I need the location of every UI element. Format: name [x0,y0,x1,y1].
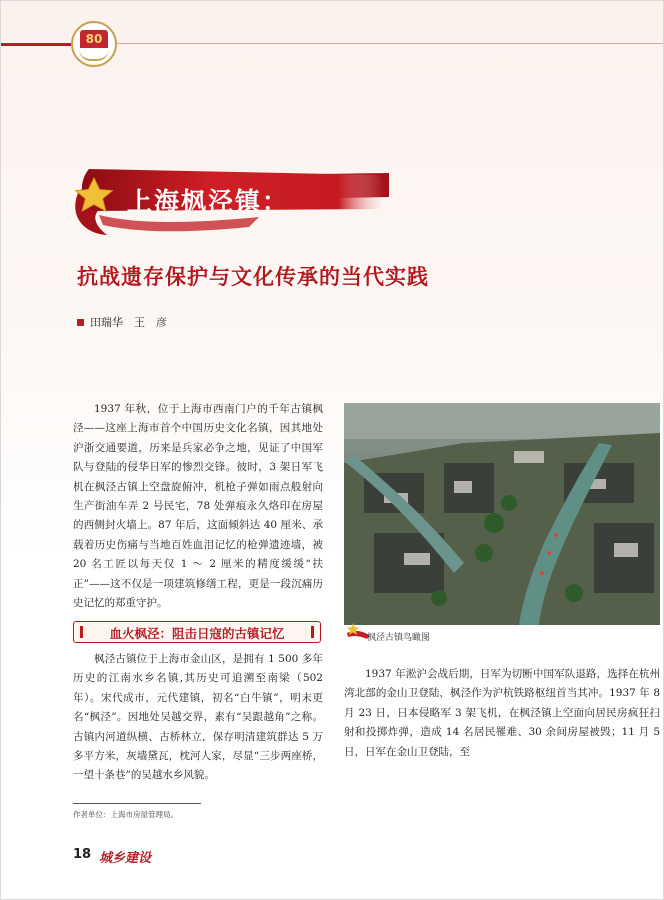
logo-number: 80 [85,32,103,46]
article-title: 抗战遗存保护与文化传承的当代实践 [77,264,429,289]
intro-paragraph [73,400,323,613]
header-rule-right [113,43,664,44]
author-marker-icon [77,319,84,326]
author-names: 田瑞华 王 彦 [90,316,167,329]
aerial-town-photo [344,403,660,625]
header-rule-left [1,43,71,46]
column-one [73,650,323,786]
column-two-text: 1937 年淞沪会战后期，日军为切断中国军队退路，选择在杭州湾北部的金山卫登陆，枫泾作为沪杭铁路枢纽首当其冲。1937 年 8 月 23 日，日本侵略军 3 架飞机，在枫泾镇上空面向居民房疯狂扫射和投掷炸弹，造成 14 名居民罹难、30 余间房屋被毁；11 月 5 日，日军在金山卫登陆，至 [344,668,660,758]
photo-caption: 枫泾古镇鸟瞰图 [367,633,431,643]
section-heading: 血火枫泾：阻击日寇的古镇记忆 [109,626,285,641]
page-number: 18 [73,847,92,862]
column-two [344,665,660,762]
footnote-rule [73,803,201,804]
heading-bar-right [311,626,314,638]
section-heading-box [73,621,321,643]
author-line [77,314,167,330]
banner-title: 上海枫泾镇： [127,187,290,216]
intro-text: 1937 年秋，位于上海市西南门户的千年古镇枫泾——这座上海市首个中国历史文化名镇，因其地处沪浙交通要道，历来是兵家必争之地，见证了中国军队与登陆的侵华日军的惨烈交锋。彼时，3 架日军飞机在枫泾古镇上空盘旋俯冲，机枪子弹如雨点般射向生产街油车弄 2 号民宅，78 处弹痕永久烙印在房屋的西侧封火墙上。87 年后，这面倾斜达 40 厘米、承载着历史伤痛与当地百姓血泪记忆的枪弹遗迹墙，被 20 名工匠以每天仅 1 ～ 2 厘米的精度缓缓“扶正”——这不仅是一项建筑修缮工程，更是一段沉痛历史记忆的郑重守护。 [73,403,323,610]
wreath-icon [79,49,109,61]
caption-star-icon [345,619,369,643]
footnote: 作者单位：上海市房屋管理局。 [73,810,178,819]
journal-name: 城乡建设 [99,851,152,866]
anniversary-logo [71,21,117,67]
column-one-text: 枫泾古镇位于上海市金山区，是拥有 1 500 多年历史的江南水乡名镇,其历史可追溯至南梁（502 年）。宋代成市，元代建镇，初名“白牛镇”，明末更名“枫泾”。因地处吴越交界，素有“吴跟越角”之称。古镇内河道纵横、古桥林立，保存明清建筑群达 5 万多平方米，灰墙黛瓦，枕河人家，尽显“三步两座桥，一望十条巷”的吴越水乡风貌。 [73,653,323,782]
